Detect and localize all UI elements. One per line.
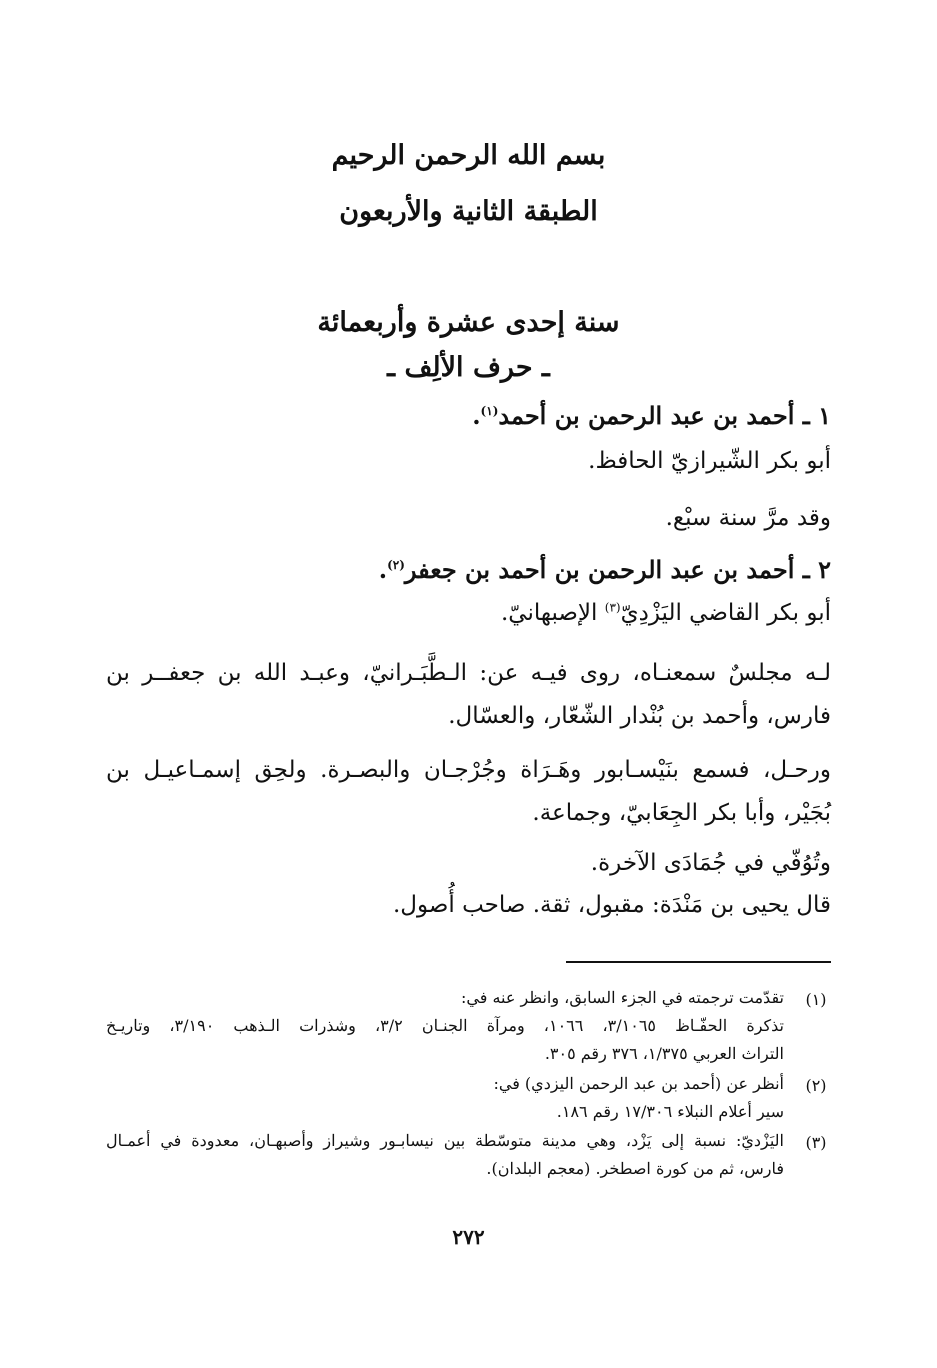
footnote-separator — [566, 961, 831, 963]
entry-2-name: ٢ ـ أحمد بن عبد الرحمن بن أحمد بن جعفر — [404, 555, 831, 584]
footnote-ref-1: (١) — [480, 404, 499, 418]
entry-2-nisba-end: الإصبهانيّ. — [500, 600, 605, 626]
entry-2-period: . — [378, 555, 388, 584]
footnote-ref-3: (٣) — [604, 600, 621, 615]
footnote-3-line-1: اليَزْديّ: نسبة إلى يَزْد، وهي مدينة متوسّطة بين نيسابـور وشيراز وأصبهـان، معدودة في أعمـال — [106, 1131, 784, 1150]
entry-2-nisba: أبو بكر القاضي اليَزْدِيّ — [620, 600, 831, 626]
layer-title: الطبقة الثانية والأربعون — [339, 196, 598, 227]
paragraph-3: وتُوُفّي في جُمَادَى الآخرة. — [590, 850, 831, 876]
paragraph-4: قال يحيى بن مَنْدَة: مقبول، ثقة. صاحب أُصول. — [392, 892, 831, 918]
footnote-2-line-1: أنظر عن (أحمد بن عبد الرحمن اليزدي) في: — [493, 1074, 784, 1093]
paragraph-1-line-1: لـه مجلسٌ سمعنـاه، روى فيـه عن: الـطَّبَـرانيّ، وعبـد الله بن جعفــر بن — [106, 660, 831, 686]
footnote-1-line-2: تذكرة الحفّـاظ ٣/١٠٦٥، ١٠٦٦، ومرآة الجنـان ٣/٢، وشذرات الـذهب ٣/١٩٠، وتاريـخ — [106, 1016, 785, 1035]
entry-1-name: ١ ـ أحمد بن عبد الرحمن بن أحمد — [498, 401, 831, 430]
paragraph-1-line-2: فارس، وأحمد بن بُنْدار الشّعّار، والعسّال. — [448, 703, 831, 729]
footnote-3-number: (٣) — [805, 1133, 827, 1152]
basmala: بسم الله الرحمن الرحيم — [331, 140, 606, 171]
footnote-1-line-3: التراث العربي ١/٣٧٥، ٣٧٦ رقم ٣٠٥. — [544, 1044, 784, 1063]
footnote-1-number: (١) — [805, 990, 827, 1009]
footnote-2-number: (٢) — [805, 1076, 827, 1095]
paragraph-2-line-2: بُجَيْر، وأبا بكر الجِعَابيّ، وجماعة. — [532, 800, 831, 826]
entry-2-heading — [379, 556, 831, 585]
entry-1-note: وقد مرَّ سنة سبْع. — [665, 505, 831, 531]
entry-1-heading — [472, 402, 831, 431]
footnote-3-line-2: فارس، ثم من كورة اصطخر. (معجم البلدان). — [486, 1159, 784, 1178]
letter-section-title: ـ حرف الألِف ـ — [387, 352, 550, 383]
footnote-2-line-2: سير أعلام النبلاء ١٧/٣٠٦ رقم ١٨٦. — [556, 1102, 784, 1121]
entry-1-period: . — [472, 401, 481, 430]
page-number: ٢٧٢ — [452, 1225, 485, 1249]
footnote-1-line-1: تقدّمت ترجمته في الجزء السابق، وانظر عنه في: — [461, 988, 784, 1007]
year-title: سنة إحدى عشرة وأربعمائة — [317, 307, 620, 338]
entry-2-kunya — [501, 600, 831, 628]
paragraph-2-line-1: ورحـل، فسمع بنَيْسـابور وهَـرَاة وجُرْجـان والبصـرة. ولحِق إسمـاعيـل بن — [106, 757, 831, 783]
footnote-ref-2: (٢) — [387, 558, 405, 572]
entry-1-kunya: أبو بكر الشّيرازيّ الحافظ. — [588, 448, 831, 474]
